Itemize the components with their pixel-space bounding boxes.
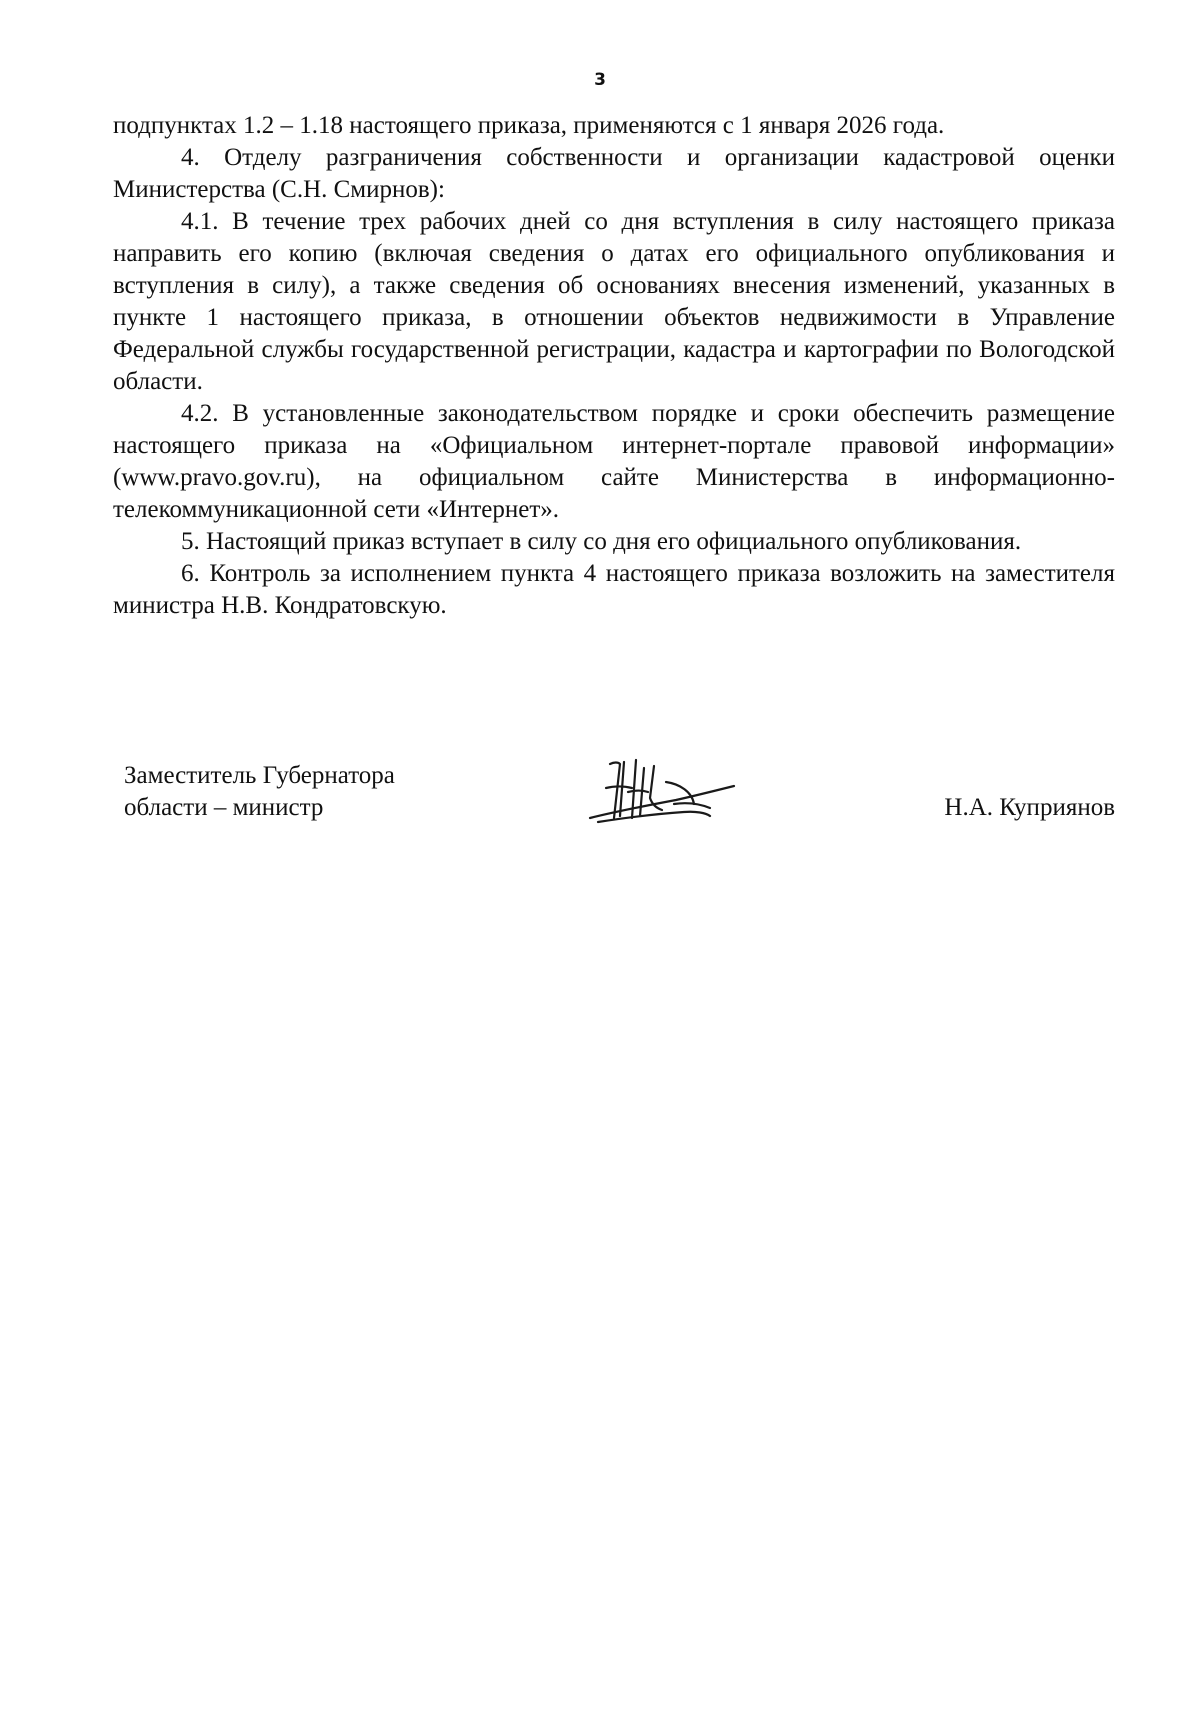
signature-block	[124, 760, 1115, 860]
signer-name: Н.А. Куприянов	[944, 794, 1115, 821]
signer-position	[124, 760, 395, 824]
document-body	[113, 110, 1115, 622]
paragraph-4: 4. Отделу разграничения собственности и организации кадастровой оценки Министерства (С.Н. Смирнов):	[113, 144, 1115, 203]
paragraph-5: 5. Настоящий приказ вступает в силу со дня его официального опубликования.	[181, 528, 1022, 555]
page-number: 3	[594, 70, 606, 90]
handwritten-signature	[584, 752, 744, 832]
paragraph-6: 6. Контроль за исполнением пункта 4 настоящего приказа возложить на заместителя министра Н.В. Кондратовскую.	[113, 560, 1115, 619]
paragraph-4-2: 4.2. В установленные законодательством порядке и сроки обеспечить размещение настоящего приказа на «Официальном интернет-портале правовой информации» (www.pravo.gov.ru), на официальном сайте Министерства в информационно-телекоммуникационной сети «Интернет».	[113, 400, 1115, 523]
signer-position-line-1: Заместитель Губернатора	[124, 762, 395, 789]
signer-position-line-2: области – министр	[124, 794, 324, 821]
paragraph-continuation: подпунктах 1.2 – 1.18 настоящего приказа, применяются с 1 января 2026 года.	[113, 112, 945, 139]
paragraph-4-1: 4.1. В течение трех рабочих дней со дня вступления в силу настоящего приказа направить его копию (включая сведения о датах его официального опубликования и вступления в силу), а также сведения об основаниях внесения изменений, указанных в пункте 1 настоящего приказа, в отношении объектов недвижимости в Управление Федеральной службы государственной регистрации, кадастра и картографии по Вологодской области.	[113, 208, 1115, 395]
